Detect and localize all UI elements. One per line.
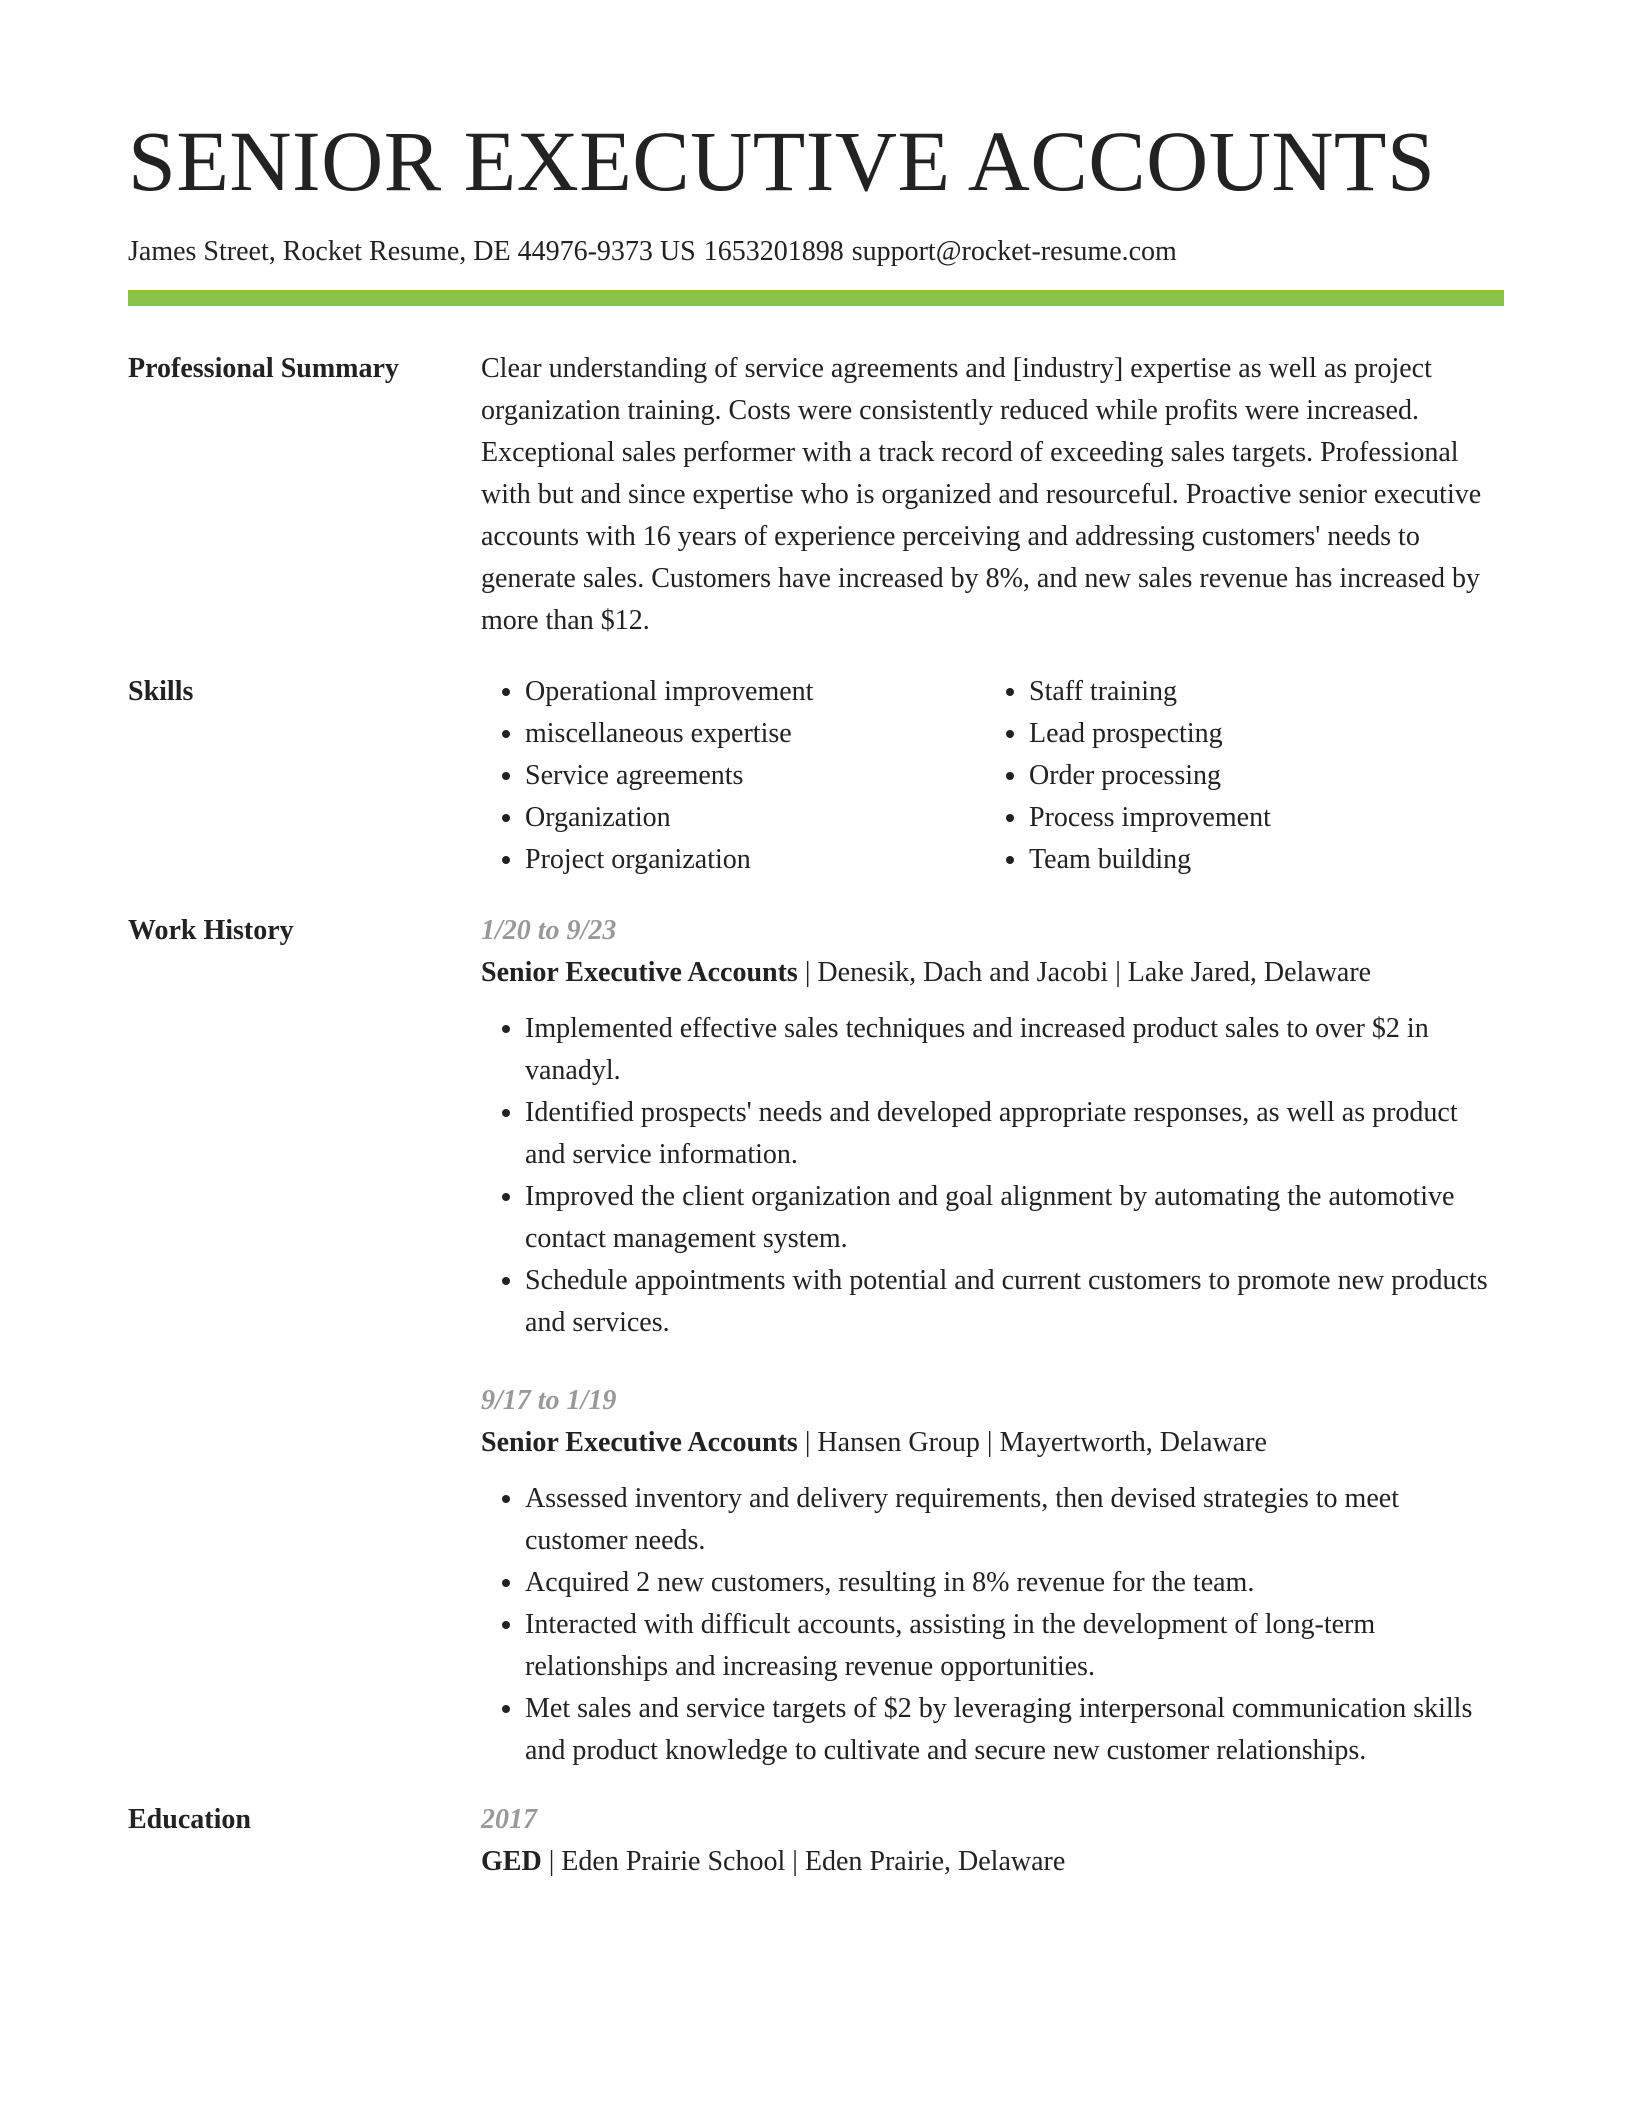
job-bullet-list <box>481 1008 1504 1344</box>
job-details: | Hansen Group | Mayertworth, Delaware <box>797 1427 1267 1458</box>
work-history-body <box>481 910 1504 1772</box>
job-date: 1/20 to 9/23 <box>481 915 617 946</box>
skills-list-right <box>985 671 1489 881</box>
job-bullet: • Assessed inventory and delivery requirements, then devised strategies to meet customer needs. <box>525 1478 1504 1562</box>
job-entry <box>481 1380 1504 1772</box>
skills-label: Skills <box>128 676 194 707</box>
contact-phone: 1653201898 <box>703 236 844 267</box>
job-bullet: • Interacted with difficult accounts, assisting in the development of long-term relationships and increasing revenue opportunities. <box>525 1604 1504 1688</box>
skill-item: • Service agreements <box>525 755 985 797</box>
skill-item: • miscellaneous expertise <box>525 713 985 755</box>
resume-name-heading: SENIOR EXECUTIVE ACCOUNTS <box>128 113 1436 209</box>
contact-email: support@rocket-resume.com <box>851 236 1177 267</box>
work-history-section <box>128 914 1504 1772</box>
work-history-label: Work History <box>128 915 294 946</box>
job-bullet: • Identified prospects' needs and developed appropriate responses, as well as product and service information. <box>525 1092 1504 1176</box>
skill-item: • Organization <box>525 797 985 839</box>
education-date: 2017 <box>481 1804 537 1835</box>
education-section <box>128 1803 1504 1883</box>
summary-label: Professional Summary <box>128 353 399 384</box>
job-bullet: • Schedule appointments with potential and current customers to promote new products and services. <box>525 1260 1504 1344</box>
job-bullet: • Implemented effective sales techniques and increased product sales to over $2 in vanadyl. <box>525 1008 1504 1092</box>
job-bullet: • Acquired 2 new customers, resulting in 8% revenue for the team. <box>525 1562 1504 1604</box>
education-label: Education <box>128 1804 251 1835</box>
education-body <box>481 1799 1504 1883</box>
job-title: Senior Executive Accounts <box>481 1427 798 1458</box>
education-degree: GED <box>481 1846 542 1877</box>
skill-item: • Lead prospecting <box>1029 713 1489 755</box>
summary-section <box>128 352 1504 642</box>
skills-body <box>481 671 1504 881</box>
skills-section <box>128 675 1504 881</box>
job-entry <box>481 910 1504 1344</box>
job-heading <box>481 952 1504 994</box>
job-heading <box>481 1422 1504 1464</box>
job-date: 9/17 to 1/19 <box>481 1385 617 1416</box>
job-bullet-list <box>481 1478 1504 1772</box>
education-details: | Eden Prairie School | Eden Prairie, Delaware <box>541 1846 1066 1877</box>
header-divider <box>128 290 1504 306</box>
education-heading <box>481 1841 1504 1883</box>
job-bullet: • Improved the client organization and goal alignment by automating the automotive contact management system. <box>525 1176 1504 1260</box>
skills-columns <box>481 671 1504 881</box>
skill-item: • Project organization <box>525 839 985 881</box>
skill-item: • Staff training <box>1029 671 1489 713</box>
skill-item: • Team building <box>1029 839 1489 881</box>
job-bullet: • Met sales and service targets of $2 by leveraging interpersonal communication skills and product knowledge to cultivate and secure new customer relationships. <box>525 1688 1504 1772</box>
job-details: | Denesik, Dach and Jacobi | Lake Jared, Delaware <box>797 957 1372 988</box>
skills-list-left <box>481 671 985 881</box>
skill-item: • Order processing <box>1029 755 1489 797</box>
skill-item: • Operational improvement <box>525 671 985 713</box>
contact-address: James Street, Rocket Resume, DE 44976-9373 US <box>128 236 696 267</box>
skill-item: • Process improvement <box>1029 797 1489 839</box>
summary-body <box>481 348 1504 642</box>
job-title: Senior Executive Accounts <box>481 957 798 988</box>
contact-line <box>128 234 1504 270</box>
summary-text: Clear understanding of service agreements and [industry] expertise as well as project organization training. Costs were consistently reduced while profits were increased. Exceptional sales performer with a track record of exceeding sales targets. Professional with but and since expertise who is organized and resourceful. Proactive senior executive accounts with 16 years of experience perceiving and addressing customers' needs to generate sales. Customers have increased by 8%, and new sales revenue has increased by more than $12. <box>481 353 1482 636</box>
